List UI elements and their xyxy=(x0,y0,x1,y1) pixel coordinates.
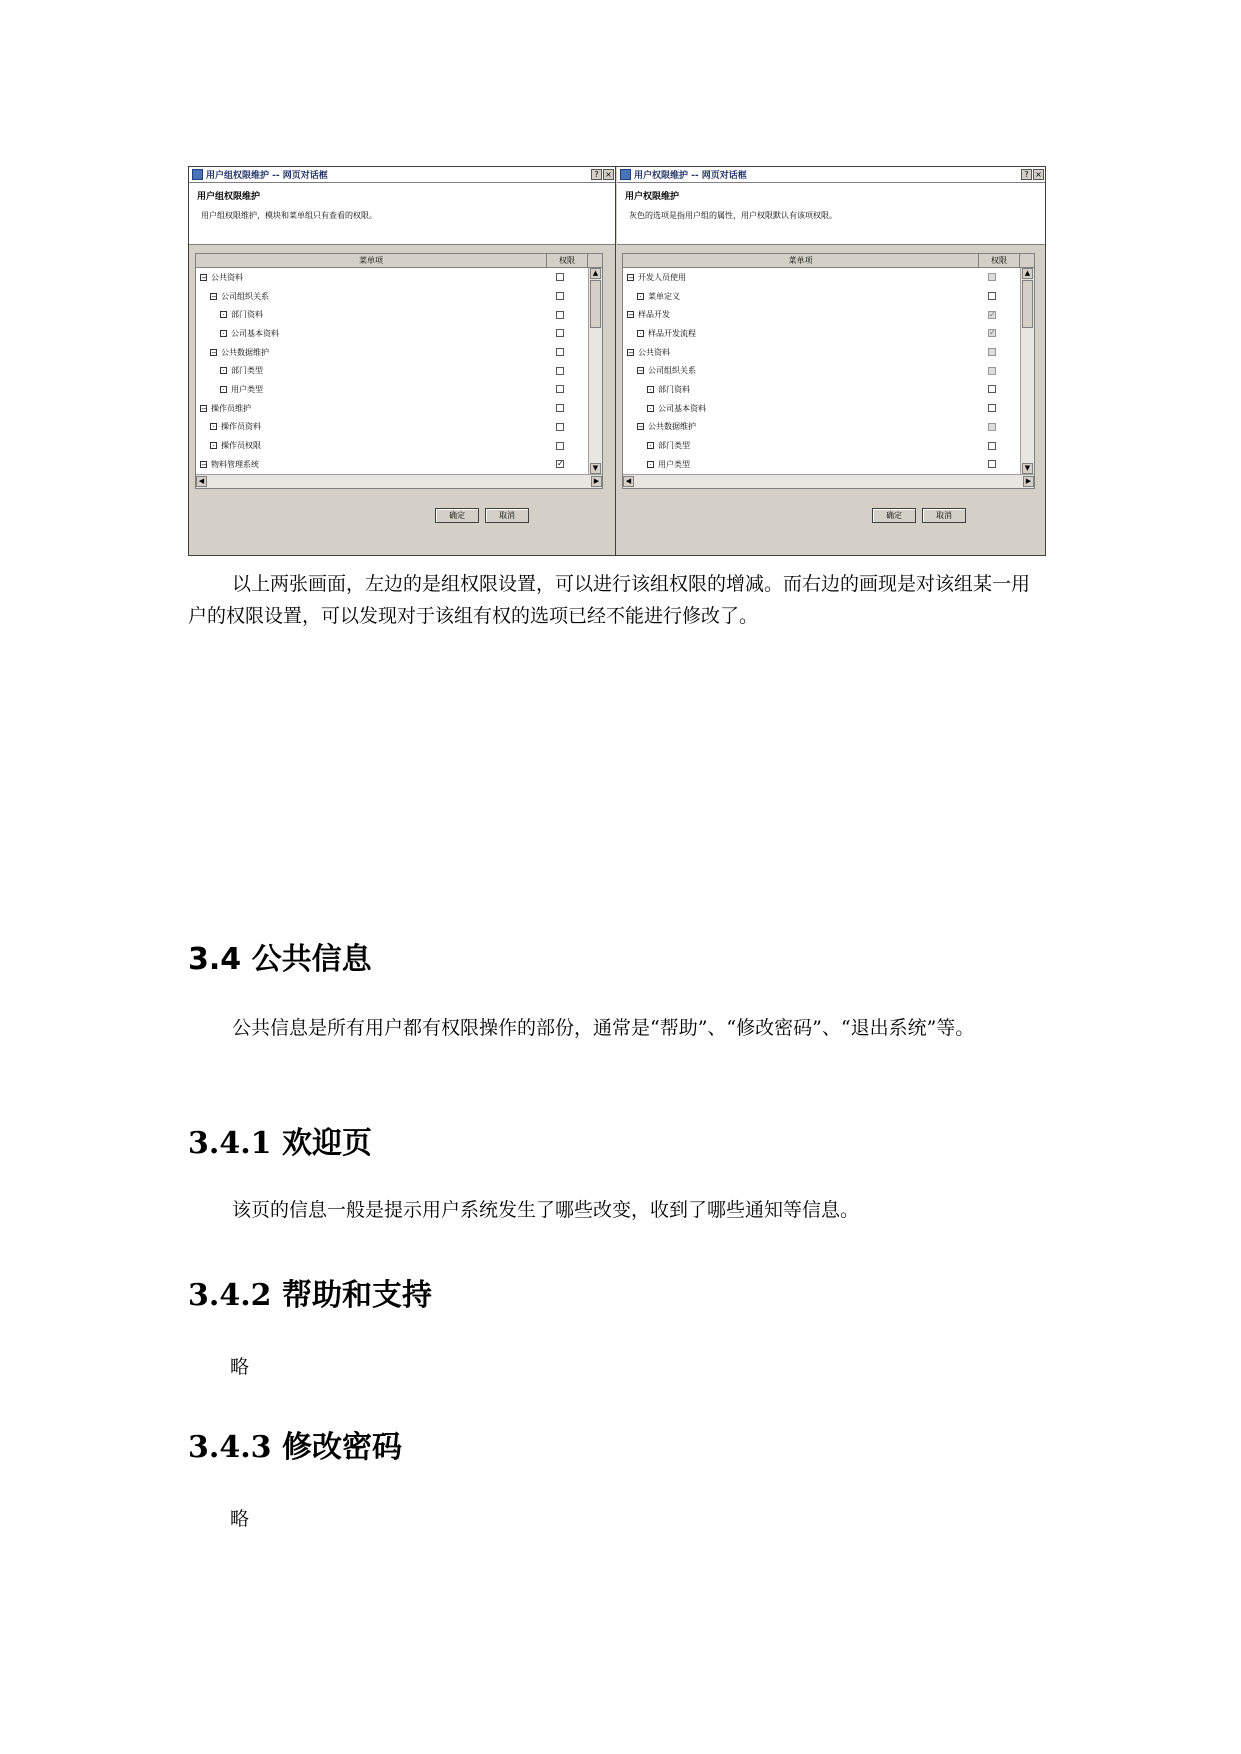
section-heading-3-4-1: 3.4.1 欢迎页 xyxy=(188,1126,372,1161)
permission-checkbox[interactable] xyxy=(556,423,564,431)
section-3-4-1-text: 该页的信息一般是提示用户系统发生了哪些改变，收到了哪些通知等信息。 xyxy=(232,1199,860,1221)
tree-row[interactable] xyxy=(623,343,1020,362)
tree-row[interactable] xyxy=(623,361,1020,380)
permission-checkbox[interactable] xyxy=(556,292,564,300)
column-menu-item: 菜单项 xyxy=(196,254,547,267)
scroll-up-icon[interactable]: ▲ xyxy=(1022,268,1033,279)
section-heading-3-4-3: 3.4.3 修改密码 xyxy=(188,1430,402,1465)
permission-checkbox[interactable] xyxy=(556,311,564,319)
scroll-right-icon[interactable]: ▶ xyxy=(1023,476,1034,487)
title-bar xyxy=(189,167,615,183)
tree-row[interactable] xyxy=(196,399,588,418)
tree-row-label: 用户类型 xyxy=(658,459,690,469)
tree-row-label: 公司组织关系 xyxy=(648,366,696,376)
section-heading-3-4: 3.4 公共信息 xyxy=(188,942,372,977)
close-button[interactable]: × xyxy=(603,169,614,180)
permission-grid xyxy=(622,253,1035,489)
permission-checkbox[interactable] xyxy=(556,442,564,450)
leaf-node-icon[interactable]: · xyxy=(637,330,644,337)
scroll-down-icon[interactable]: ▼ xyxy=(590,463,601,474)
tree-row-label: 操作员资料 xyxy=(221,422,261,432)
tree-row[interactable] xyxy=(196,324,588,343)
tree-row-label: 样品开发 xyxy=(638,310,670,320)
user-permission-dialog xyxy=(617,167,1045,555)
column-permission: 权限 xyxy=(547,254,588,267)
tree-row-label: 用户类型 xyxy=(231,384,263,394)
leaf-node-icon[interactable]: · xyxy=(647,386,654,393)
close-button[interactable]: × xyxy=(1033,169,1044,180)
leaf-node-icon[interactable]: · xyxy=(637,293,644,300)
leaf-node-icon[interactable]: · xyxy=(220,311,227,318)
dialog-header xyxy=(189,183,615,245)
ok-button[interactable]: 确定 xyxy=(872,508,916,523)
permission-checkbox xyxy=(988,348,996,356)
tree-row[interactable] xyxy=(623,324,1020,343)
collapse-icon[interactable]: − xyxy=(638,367,644,376)
tree-row[interactable] xyxy=(196,436,588,455)
scroll-down-icon[interactable]: ▼ xyxy=(1022,463,1033,474)
scroll-left-icon[interactable]: ◀ xyxy=(623,476,634,487)
tree-row-label: 公共数据维护 xyxy=(221,347,269,357)
tree-row-label: 样品开发流程 xyxy=(648,328,696,338)
permission-checkbox[interactable] xyxy=(556,404,564,412)
tree-row-label: 公共资料 xyxy=(211,272,243,282)
leaf-node-icon[interactable]: · xyxy=(210,442,217,449)
permission-checkbox[interactable] xyxy=(988,460,996,468)
vertical-scrollbar[interactable] xyxy=(1020,268,1034,474)
tree-row-label: 操作员维护 xyxy=(211,403,251,413)
leaf-node-icon[interactable]: · xyxy=(220,367,227,374)
ok-button[interactable]: 确定 xyxy=(435,508,479,523)
tree-row[interactable] xyxy=(196,305,588,324)
collapse-icon[interactable]: − xyxy=(201,273,207,282)
tree-row-label: 公司基本资料 xyxy=(231,328,279,338)
dialog-heading: 用户组权限维护 xyxy=(197,192,261,202)
leaf-node-icon[interactable]: · xyxy=(647,442,654,449)
collapse-icon[interactable]: − xyxy=(628,311,634,320)
tree-row[interactable] xyxy=(196,343,588,362)
scroll-right-icon[interactable]: ▶ xyxy=(591,476,602,487)
tree-row-label: 公司组织关系 xyxy=(221,291,269,301)
scroll-thumb[interactable] xyxy=(1022,280,1033,328)
tree-row-label: 物料管理系统 xyxy=(211,459,259,469)
permission-checkbox[interactable] xyxy=(556,385,564,393)
tree-row-label: 部门资料 xyxy=(658,384,690,394)
tree-row[interactable] xyxy=(196,268,588,287)
tree-row[interactable] xyxy=(196,455,588,474)
section-3-4-3-text: 略 xyxy=(230,1508,250,1530)
permission-checkbox[interactable] xyxy=(556,273,564,281)
group-permission-dialog xyxy=(189,167,616,555)
horizontal-scrollbar[interactable] xyxy=(196,474,602,488)
leaf-node-icon[interactable]: · xyxy=(220,330,227,337)
leaf-node-icon[interactable]: · xyxy=(220,386,227,393)
tree-row[interactable] xyxy=(623,436,1020,455)
collapse-icon[interactable]: − xyxy=(638,423,644,432)
permission-checkbox xyxy=(988,273,996,281)
collapse-icon[interactable]: − xyxy=(628,273,634,282)
tree-row-label: 操作员权限 xyxy=(221,441,261,451)
dialog-screenshots xyxy=(188,166,1046,556)
permission-checkbox[interactable] xyxy=(988,292,996,300)
dialog-header xyxy=(617,183,1045,245)
permission-checkbox: ✓ xyxy=(989,309,996,319)
leaf-node-icon[interactable]: · xyxy=(210,423,217,430)
collapse-icon[interactable]: − xyxy=(201,460,207,469)
leaf-node-icon[interactable]: · xyxy=(647,461,654,468)
vertical-scrollbar[interactable] xyxy=(588,268,602,474)
tree-row[interactable] xyxy=(623,399,1020,418)
section-3-4-2-text: 略 xyxy=(230,1356,250,1378)
section-heading-3-4-2: 3.4.2 帮助和支持 xyxy=(188,1278,432,1313)
permission-checkbox[interactable] xyxy=(988,442,996,450)
collapse-icon[interactable]: − xyxy=(201,404,207,413)
tree-row-label: 部门资料 xyxy=(231,310,263,320)
caption-paragraph: 以上两张画面，左边的是组权限设置，可以进行该组权限的增减。而右边的画现是对该组某一用户的权限设置，可以发现对于该组有权的选项已经不能进行修改了。 xyxy=(188,573,1031,627)
permission-checkbox: ✓ xyxy=(989,328,996,338)
tree-row[interactable] xyxy=(196,418,588,437)
ie-icon xyxy=(192,169,203,180)
tree-row[interactable] xyxy=(623,268,1020,287)
cancel-button[interactable]: 取消 xyxy=(485,508,529,523)
column-permission: 权限 xyxy=(979,254,1020,267)
dialog-subtext: 用户组权限维护，模块和菜单组只有查看的权限。 xyxy=(201,211,377,220)
collapse-icon[interactable]: − xyxy=(211,292,217,301)
permission-checkbox xyxy=(988,367,996,375)
grid-header xyxy=(196,254,602,268)
tree-row-label: 菜单定义 xyxy=(648,291,680,301)
grid-body xyxy=(196,268,588,474)
tree-row-label: 部门类型 xyxy=(658,441,690,451)
dialog-title: 用户权限维护 -- 网页对话框 xyxy=(634,171,747,181)
title-bar xyxy=(617,167,1045,183)
tree-row-label: 部门类型 xyxy=(231,366,263,376)
dialog-title: 用户组权限维护 -- 网页对话框 xyxy=(206,171,328,181)
cancel-button[interactable]: 取消 xyxy=(922,508,966,523)
column-menu-item: 菜单项 xyxy=(623,254,979,267)
tree-row[interactable] xyxy=(623,455,1020,474)
leaf-node-icon[interactable]: · xyxy=(647,405,654,412)
permission-grid xyxy=(195,253,603,489)
permission-checkbox[interactable]: ✓ xyxy=(557,459,564,469)
scroll-thumb[interactable] xyxy=(590,280,601,328)
permission-checkbox xyxy=(988,423,996,431)
permission-checkbox[interactable] xyxy=(556,329,564,337)
tree-row[interactable] xyxy=(623,418,1020,437)
tree-row[interactable] xyxy=(196,287,588,306)
collapse-icon[interactable]: − xyxy=(211,348,217,357)
help-button[interactable]: ? xyxy=(1021,169,1032,180)
tree-row[interactable] xyxy=(623,305,1020,324)
scroll-left-icon[interactable]: ◀ xyxy=(196,476,207,487)
grid-header xyxy=(623,254,1034,268)
help-button[interactable]: ? xyxy=(591,169,602,180)
permission-checkbox[interactable] xyxy=(988,404,996,412)
ie-icon xyxy=(620,169,631,180)
tree-row[interactable] xyxy=(196,361,588,380)
dialog-subtext: 灰色的选项是指用户组的属性，用户权限默认有该项权限。 xyxy=(629,211,837,220)
permission-checkbox[interactable] xyxy=(556,367,564,375)
horizontal-scrollbar[interactable] xyxy=(623,474,1034,488)
collapse-icon[interactable]: − xyxy=(628,348,634,357)
grid-body xyxy=(623,268,1020,474)
tree-row[interactable] xyxy=(196,380,588,399)
scroll-up-icon[interactable]: ▲ xyxy=(590,268,601,279)
tree-row[interactable] xyxy=(623,287,1020,306)
dialog-heading: 用户权限维护 xyxy=(625,192,680,202)
tree-row-label: 公司基本资料 xyxy=(658,403,706,413)
tree-row-label: 公共数据维护 xyxy=(648,422,696,432)
permission-checkbox[interactable] xyxy=(988,385,996,393)
section-3-4-text: 公共信息是所有用户都有权限操作的部份，通常是“帮助”、“修改密码”、“退出系统”等。 xyxy=(232,1017,975,1039)
permission-checkbox[interactable] xyxy=(556,348,564,356)
tree-row[interactable] xyxy=(623,380,1020,399)
tree-row-label: 公共资料 xyxy=(638,347,670,357)
tree-row-label: 开发人员使用 xyxy=(638,272,686,282)
